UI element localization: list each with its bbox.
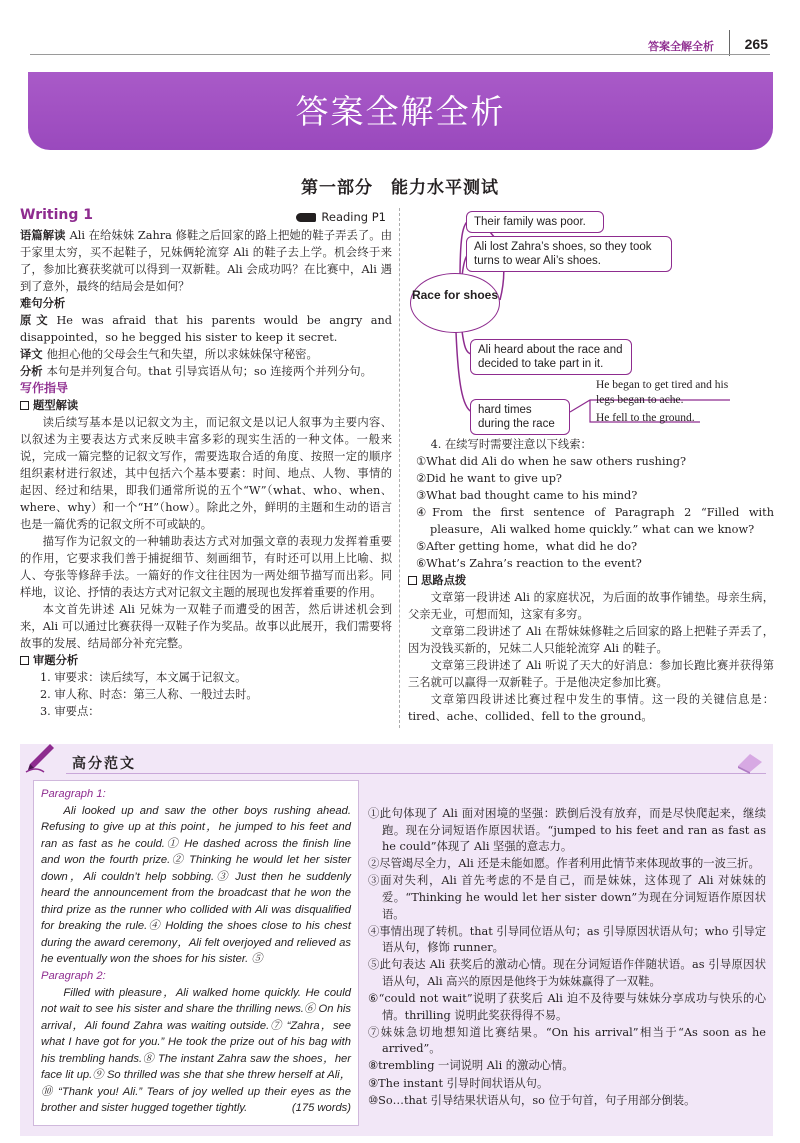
hard-sentence-label: 难句分析: [20, 297, 66, 310]
reading-ref-text: Reading P1: [321, 210, 386, 224]
paragraph-1-label: Paragraph 1:: [41, 788, 106, 800]
mind-map-node: hard times during the race: [470, 399, 570, 435]
idea-paragraph: 文章第三段讲述了 Ali 听说了天大的好消息：参加长跑比赛并获得第三名就可以赢得一双新鞋子。于是他决定参加比赛。: [408, 659, 774, 689]
annotation-notes: [368, 806, 766, 1110]
original-sentence: [20, 312, 392, 346]
summary: [20, 227, 392, 295]
eraser-icon: [736, 752, 764, 774]
topic-paragraph: 读后续写基本是以记叙文为主，而记叙文是以记人叙事为主要内容、以叙述为主要表达方式来反映丰富多彩的现实生活的一种文体。一般来说，完成一篇完整的记叙文写作，需要选取合适的角度、按照一定的顺序组织素材进行叙述，其中包括六个基本要素：时间、地点、人物、事情的起因、经过和结果，即我们通常所说的五个“W”（what、who、when、where、why）和一个“H”（how）。除此之外，鲜明的主题和生动的语言也是一篇优秀的记叙文所不可或缺的。: [20, 416, 392, 531]
topic-paragraph: 描写作为记叙文的一种辅助表达方式对加强文章的表现力发挥着重要的作用，它要求我们善于捕捉细节、刻画细节，有时还可以用上比喻、拟人、夸张等修辞手法。一篇好的作文往往因为一两处细节描写而出彩。同样地，议论、抒情的表达方式对记叙文主题的展现也发挥着重要的作用。: [20, 535, 392, 599]
header-rule: [30, 54, 770, 55]
translation: [20, 346, 392, 363]
review-label: 审题分析: [33, 654, 79, 667]
word-count: (175 words): [291, 1102, 351, 1115]
reading-reference: [296, 209, 386, 226]
review-item: 2. 审人称、时态：第三人称、一般过去时。: [40, 688, 258, 701]
right-column: [408, 436, 774, 725]
questions-intro: 4. 在续写时需要注意以下线索：: [430, 438, 592, 451]
question-item: ③What bad thought came to his mind?: [416, 489, 638, 502]
annotation-note: ④事情出现了转机。that 引导同位语从句；as 引导原因状语从句；who 引导定语从句，修饰 runner。: [368, 924, 766, 955]
mind-map-node: Ali lost Zahra’s shoes, so they took turns to wear Ali’s shoes.: [466, 236, 672, 272]
hand-pointer-icon: [296, 213, 316, 222]
topic-paragraph: 本文首先讲述 Ali 兄妹为一双鞋子而遭受的困苦，然后讲述机会到来，Ali 可以通过比赛获得一双鞋子作为奖品。故事以此展开，我们需要将故事的发展、结局部分补充完整。: [20, 603, 392, 650]
model-title-rule: [66, 773, 766, 774]
checkbox-icon: [408, 576, 417, 585]
banner-title: 答案全解全析: [295, 92, 506, 131]
paragraph-2-label: Paragraph 2:: [41, 970, 106, 983]
writing-heading-row: [20, 207, 392, 227]
mind-map-note: He fell to the ground.: [596, 412, 695, 424]
mind-map-note: He began to get tired and his legs began to ache.: [596, 379, 729, 406]
translation-label: 译文: [20, 348, 43, 361]
original-text: He was afraid that his parents would be angry and disappointed，so he begged his sister to keep it secret.: [20, 314, 392, 344]
left-column: [20, 207, 392, 720]
header-divider: [729, 30, 730, 56]
annotation-note: ①此句体现了 Ali 面对困境的坚强：跌倒后没有放弃，而是尽快爬起来，继续跑。现在分词短语作原因状语。“jumped to his feet and ran as fast as he could”体现了 Ali 坚强的意志力。: [368, 807, 766, 854]
translation-text: 他担心他的父母会生气和失望，所以求妹妹保守秘密。: [46, 348, 318, 361]
analysis: [20, 363, 392, 380]
annotation-note: ⑨The instant 引导时间状语从句。: [368, 1076, 549, 1090]
paragraph-1-text: Ali looked up and saw the other boys rushing ahead. Refusing to give up at this point，he jumped to his feet and ran as fast as he could.① He dashed across the finish line and won the fourth prize.② Thinking he would let her sister down，Ali couldn’t help sobbing.③ Just then he suddenly heard the announcement from the broadcast that he won the third prize as the runner who collided with Ali was disqualified for breaking the rule.④ Holding the shoes close to his chest during the award ceremony，Ali felt overjoyed and relieved as he eventually won the shoes for his sister. ⑤: [41, 804, 351, 966]
annotation-note: ②尽管竭尽全力，Ali 还是未能如愿。作者利用此情节来体现故事的一波三折。: [368, 857, 760, 871]
paragraph-2-body: Filled with pleasure，Ali walked home quickly. He could not wait to see his sister and share the thrilling news.⑥ On his arrival，Ali found Zahra was waiting outside.⑦ “Zahra，see what I have got for you.” He took the prize out of his bag with his trembling hands.⑧ The instant Zahra saw the shoes，her face lit up.⑨ So thrilled was she that she threw herself at Ali，⑩ “Thank you! Ali.” Tears of joy welled up their eyes as the brother and sister hugged together tightly.: [41, 986, 351, 1115]
idea-paragraph: 文章第二段讲述了 Ali 在帮妹妹修鞋之后回家的路上把鞋子弄丢了，因为没钱买新的，兄妹二人只能轮流穿 Ali 的鞋子。: [408, 625, 774, 655]
mind-map-node: Ali heard about the race and decided to take part in it.: [470, 339, 632, 375]
analysis-label: 分析: [20, 365, 43, 378]
question-item: ④From the first sentence of Paragraph 2 “Filled with pleasure，Ali walked home quickly.” what can we know?: [416, 506, 774, 536]
annotation-note: ③面对失利，Ali 首先考虑的不是自己，而是妹妹，这体现了 Ali 对妹妹的爱。“Thinking he would let her sister down”为现在分词短语作原因状语。: [368, 874, 766, 921]
summary-text: Ali 在给妹妹 Zahra 修鞋之后回家的路上把她的鞋子弄丢了。由于家里太穷，买不起鞋子，兄妹俩轮流穿 Ali 的鞋子去上学。机会终于来了，参加比赛获奖就可以得到一双新鞋。Ali 会成功吗？在比赛中，Ali 遇到了意外，最终的结局会是如何？: [20, 229, 392, 293]
annotation-note: ⑩So…that 引导结果状语从句，so 位于句首，句子用部分倒装。: [368, 1093, 696, 1107]
question-item: ⑤After getting home，what did he do?: [416, 540, 638, 553]
paragraph-2-text: [41, 985, 351, 1117]
model-essay-text: [33, 780, 359, 1126]
mind-map-center: Race for shoes: [410, 273, 500, 333]
annotation-note: ⑧trembling 一词说明 Ali 的激动心情。: [368, 1059, 574, 1073]
part-title: 第一部分 能力水平测试: [301, 178, 499, 198]
section-label: 答案全解全析: [648, 40, 714, 53]
question-item: ⑥What’s Zahra’s reaction to the event?: [416, 557, 642, 570]
topic-heading: [20, 397, 392, 414]
checkbox-icon: [20, 401, 29, 410]
annotation-note: ⑦妹妹急切地想知道比赛结果。“On his arrival”相当于“As soon as he arrived”。: [368, 1025, 766, 1056]
page-number: 265: [744, 36, 768, 52]
analysis-text: 本句是并列复合句。that 引导宾语从句；so 连接两个并列分句。: [46, 365, 372, 378]
mind-map: [400, 200, 780, 440]
model-essay-title: 高分范文: [72, 756, 136, 772]
review-heading: [20, 652, 392, 669]
annotation-note: ⑤此句表达 Ali 获奖后的激动心情。现在分词短语作伴随状语。as 引导原因状语从句，Ali 高兴的原因是他终于为妹妹赢得了一双鞋。: [368, 958, 766, 988]
idea-paragraph: 文章第一段讲述 Ali 的家庭状况，为后面的故事作铺垫。母亲生病，父亲无业，可想而知，这家有多穷。: [408, 591, 774, 621]
running-header: [30, 30, 770, 54]
guide-title: 写作指导: [20, 381, 69, 395]
pen-icon: [24, 744, 60, 774]
question-item: ①What did Ali do when he saw others rushing?: [416, 455, 687, 468]
checkbox-icon: [20, 656, 29, 665]
mind-map-node: Their family was poor.: [466, 211, 604, 233]
topic-label: 题型解读: [33, 399, 79, 412]
idea-label: 思路点拨: [421, 574, 467, 587]
writing-title: Writing 1: [20, 207, 93, 223]
summary-label: 语篇解读: [20, 229, 66, 242]
idea-heading: [408, 572, 774, 589]
annotation-note: ⑥“could not wait”说明了获奖后 Ali 迫不及待要与妹妹分享成功与快乐的心情。thrilling 说明此奖获得得不易。: [368, 992, 766, 1022]
idea-paragraph: 文章第四段讲述比赛过程中发生的事情。这一段的关键信息是：tired、ache、collided、fell to the ground。: [408, 693, 774, 723]
title-banner: [28, 72, 773, 150]
review-item: 3. 审要点：: [40, 705, 100, 718]
question-item: ②Did he want to give up?: [416, 472, 562, 485]
original-label: 原文: [20, 314, 53, 327]
review-item: 1. 审要求：读后续写，本文属于记叙文。: [40, 671, 247, 684]
